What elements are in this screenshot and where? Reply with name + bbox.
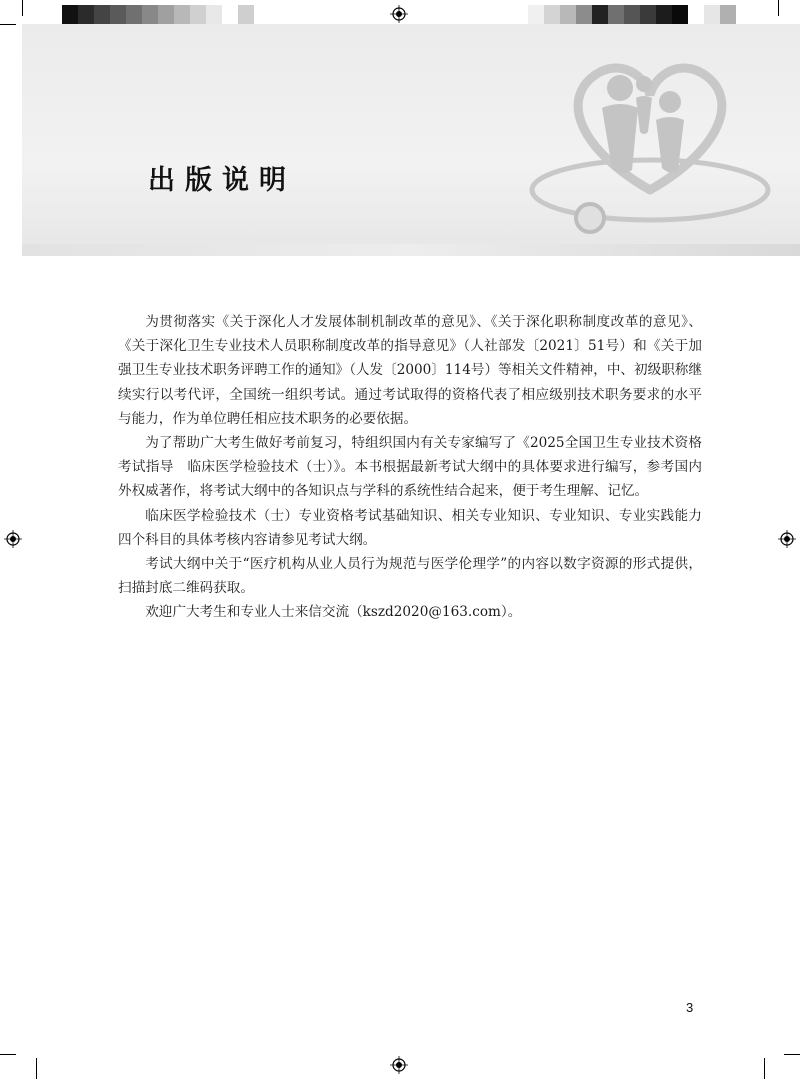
calibration-right-swatch (624, 5, 640, 24)
calibration-right-swatch (560, 5, 576, 24)
registration-mark-right (778, 530, 796, 548)
paragraph-4: 考试大纲中关于“医疗机构从业人员行为规范与医学伦理学”的内容以数字资源的形式提供，扫描封底二维码获取。 (118, 556, 702, 597)
calibration-right-swatch (672, 5, 688, 24)
calibration-right-swatch (656, 5, 672, 24)
calibration-right-swatch (528, 5, 544, 24)
calibration-right-swatch (720, 5, 736, 24)
page-number: 3 (686, 1000, 694, 1015)
color-calibration-bar-right (528, 5, 736, 24)
family-heart-stethoscope-icon (520, 40, 780, 240)
calibration-left-swatch (238, 5, 254, 24)
calibration-left-swatch (142, 5, 158, 24)
registration-mark-top (390, 5, 408, 23)
crop-mark (0, 24, 16, 25)
page-title: 出版说明 (148, 165, 296, 196)
calibration-right-swatch (592, 5, 608, 24)
paragraph-3: 临床医学检验技术（士）专业资格考试基础知识、相关专业知识、专业知识、专业实践能力四个科目的具体考核内容请参见考试大纲。 (118, 507, 702, 548)
calibration-left-swatch (174, 5, 190, 24)
crop-mark (784, 1054, 800, 1055)
paragraph-1: 为贯彻落实《关于深化人才发展体制机制改革的意见》、《关于深化职称制度改革的意见》、《关于深化卫生专业技术人员职称制度改革的指导意见》（人社部发〔2021〕51号）和《关于加强卫生专业技术职务评聘工作的通知》（人发〔2000〕114号）等相关文件精神，中、初级职称继续实行以考代评，全国统一组织考试。通过考试取得的资格代表了相应级别技术职务要求的水平与能力，作为单位聘任相应技术职务的必要依据。 (118, 314, 702, 427)
header-banner-strip (22, 244, 800, 256)
crop-mark (0, 1054, 16, 1055)
paragraph-5: 欢迎广大考生和专业人士来信交流（kszd2020@163.com）。 (145, 604, 522, 621)
crop-mark (764, 1058, 765, 1079)
calibration-left-swatch (110, 5, 126, 24)
crop-mark (778, 0, 779, 16)
calibration-left-swatch (190, 5, 206, 24)
paragraph-2: 为了帮助广大考生做好考前复习，特组织国内有关专家编写了《2025全国卫生专业技术资格考试指导 临床医学检验技术（士）》。本书根据最新考试大纲中的具体要求进行编写，参考国内外权威著作，将考试大纲中的各知识点与学科的系统性结合起来，便于考生理解、记忆。 (118, 435, 702, 500)
registration-mark-bottom (390, 1056, 408, 1074)
calibration-right-swatch (544, 5, 560, 24)
calibration-right-swatch (688, 5, 704, 24)
color-calibration-bar-left (62, 5, 270, 24)
calibration-left-swatch (222, 5, 238, 24)
calibration-right-swatch (640, 5, 656, 24)
crop-mark (36, 1058, 37, 1079)
crop-mark (22, 0, 23, 16)
preface-body (118, 310, 702, 625)
registration-mark-left (4, 530, 22, 548)
calibration-left-swatch (254, 5, 270, 24)
calibration-left-swatch (206, 5, 222, 24)
calibration-left-swatch (94, 5, 110, 24)
calibration-left-swatch (62, 5, 78, 24)
calibration-right-swatch (704, 5, 720, 24)
calibration-left-swatch (78, 5, 94, 24)
calibration-left-swatch (158, 5, 174, 24)
calibration-right-swatch (608, 5, 624, 24)
calibration-right-swatch (576, 5, 592, 24)
calibration-left-swatch (126, 5, 142, 24)
